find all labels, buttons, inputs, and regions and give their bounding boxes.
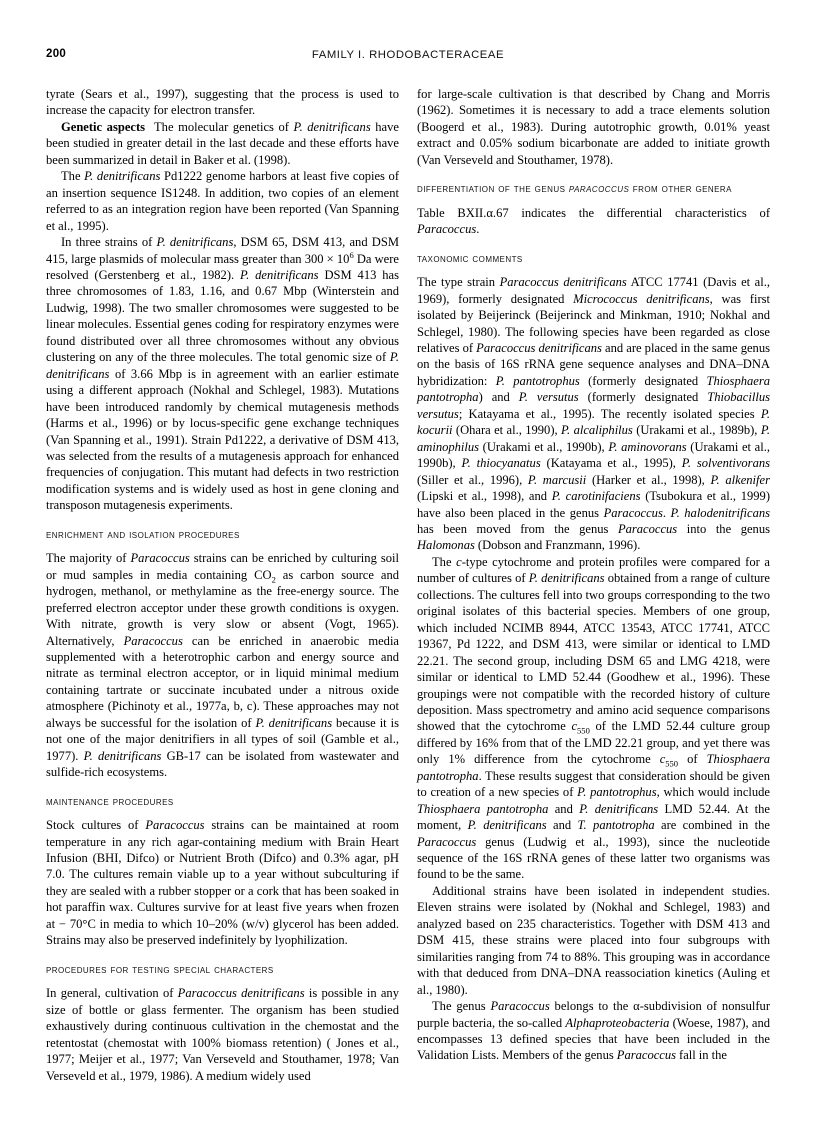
paragraph-r3 — [417, 274, 770, 554]
taxon-name: Paracoccus denitrificans — [476, 340, 602, 355]
paragraph-l5-text-a: The majority of — [46, 551, 131, 566]
taxon-name: Paracoccus — [603, 505, 663, 520]
cytochrome-letter: c — [571, 719, 578, 734]
paragraph-r2 — [417, 205, 770, 238]
section-heading-text: enrichment and isolation procedures — [46, 528, 240, 541]
cytochrome-letter: c — [659, 752, 666, 767]
paragraph-r6 — [417, 998, 770, 1064]
paragraph-l5-text-f: GB-17 can be isolated from wastewater and sulfide-rich ecosystems. — [46, 748, 399, 780]
paragraph-l4-text-a: In three strains of — [61, 235, 157, 250]
t: , was first isolated by Beijerinck (Beijerinck and Minkman, 1910; Nokhal and Schlegel, 1980). The following species have been regarded as close relatives of — [417, 291, 771, 355]
taxon-name: P. kocurii — [417, 406, 770, 438]
page-number: 200 — [46, 48, 67, 60]
t: (Urakami et al., 1990b), — [479, 439, 609, 454]
exponent: 6 — [349, 249, 354, 260]
taxon-name: P. versutus — [518, 390, 579, 405]
t: belongs to the α-subdivision of nonsulfur purple bacteria, the so-called — [417, 999, 771, 1030]
taxon-name: P. denitrificans — [293, 119, 371, 134]
section-heading-text: taxonomic comments — [417, 252, 523, 265]
t: and are placed in the same genus on the basis of 16S rRNA gene sequence analyses and DNA–DNA hybridization: — [417, 340, 770, 388]
taxon-name: T. pantotropha — [577, 818, 655, 833]
t: The type strain — [417, 275, 500, 290]
section-heading-text: procedures for testing special characters — [46, 963, 274, 976]
paragraph-l3-text-a: The — [61, 169, 85, 184]
paragraph-l7 — [46, 985, 399, 1084]
taxon-name: Paracoccus denitrificans — [499, 275, 627, 290]
t: The — [432, 554, 457, 569]
paragraph-l1-text: tyrate (Sears et al., 1997), suggesting that the process is used to increase the capacity for electron transfer. — [46, 87, 399, 118]
paragraph-l4 — [46, 234, 399, 514]
taxon-name: P. denitrificans — [255, 715, 333, 730]
taxon-name: P. solventivorans — [681, 456, 770, 471]
paragraph-l2-text-a: The molecular genetics of — [154, 119, 294, 134]
taxon-name: Paracoccus — [130, 551, 190, 566]
subscript: 550 — [577, 725, 590, 736]
left-column — [46, 86, 400, 1083]
paragraph-l2-text-b: have been studied in greater detail in the last decade and these efforts have been summarized in detail in Baker et al. (1998). — [46, 119, 399, 167]
taxon-name: P. alkenifer — [710, 472, 770, 487]
section-heading-text: maintenance procedures — [46, 795, 174, 808]
paragraph-l2 — [46, 119, 399, 168]
multiplication-sign: × — [326, 251, 334, 266]
section-heading-genus-name: paracoccus — [568, 183, 630, 196]
paragraph-r1 — [417, 86, 770, 168]
running-head-title: FAMILY I. RHODOBACTERACEAE — [311, 49, 505, 61]
taxon-name: Thiosphaera pantotropha — [417, 373, 770, 405]
paragraph-l5 — [46, 550, 399, 780]
taxon-name: P. marcusii — [527, 472, 587, 487]
taxon-name: P. pantotrophus — [495, 373, 580, 388]
t: ; Katayama et al., 1995). The recently isolated species — [458, 406, 761, 421]
taxon-name: P. thiocyanatus — [461, 456, 541, 471]
section-heading-special-characters — [46, 963, 399, 979]
t: (formerly designated — [578, 390, 708, 405]
taxon-name: P. denitrificans — [83, 748, 162, 763]
t: and — [546, 818, 578, 833]
taxon-name: P. halodenitrificans — [670, 505, 771, 520]
paragraph-l7-text-b: is possible in any size of bottle or glass fermenter. The organism has been studied exhaustively during continuous cultivation in the chemostat and the retentostat (chemostat with 100% biomass retention) ( Jones et al., 1977; Meijer et al., 1977; Van Verseveld and Stouthamer, 1978; Van Verseveld et al., 1979, 1986). A medium widely used — [46, 986, 399, 1083]
taxon-name: Paracoccus denitrificans — [177, 986, 305, 1001]
t: genus (Ludwig et al., 1993), since the nucleotide sequence of the 16S rRNA genes of these latter two organisms was found to be the same. — [417, 834, 770, 882]
taxon-name: Paracoccus — [417, 222, 477, 237]
t: -type cytochrome and protein profiles were compared for a number of cultures of — [417, 554, 771, 586]
taxon-name: Paracoccus — [123, 633, 183, 648]
taxon-name: P. denitrificans — [467, 818, 547, 833]
t: (Ohara et al., 1990), — [452, 423, 562, 438]
taxon-name: P. pantotrophus — [577, 785, 657, 800]
taxon-name: Paracoccus — [490, 999, 550, 1014]
section-heading-maintenance — [46, 795, 399, 811]
taxon-name: Micrococcus denitrificans — [573, 291, 710, 306]
t: into the genus — [677, 521, 770, 536]
taxon-name: Paracoccus — [617, 521, 678, 536]
paragraph-l3 — [46, 168, 399, 234]
t: (Urakami et al., 1989b), — [632, 423, 761, 438]
t: of — [678, 752, 707, 767]
taxon-name: P. aminophilus — [417, 423, 771, 454]
taxon-name: Paracoccus — [145, 818, 205, 833]
paragraph-r2-text-b: . — [476, 222, 480, 237]
paragraph-l3-text-b: Pd1222 genome harbors at least five copies of an insertion sequence IS1248. In addition, two copies of an element referred to as an integration region have been reported (Van Spanning et al., 1995). — [46, 169, 400, 233]
t: has been moved from the genus — [417, 521, 618, 536]
taxon-name: Thiosphaera pantotropha — [417, 752, 771, 783]
section-heading-text-b: from other genera — [629, 183, 732, 196]
t: (Woese, 1987), and encompasses 13 defined species that have been included in the Validation Lists. Members of the genus — [417, 1015, 770, 1063]
paragraph-l6-text-a: Stock cultures of — [46, 818, 146, 833]
taxon-name: Thiosphaera pantotropha — [417, 801, 549, 816]
paragraph-l6-text-b: strains can be maintained at room temperature in any rich agar-containing medium with Brain Heart Infusion (BHI, Difco) or Nutrient Broth (Difco) and 0.3% agar, pH 7.0. The cultures remain viable up to a year without subculturing if they are sealed with a rubber stopper or a cork that has been soaked in hot paraffin wax. Cultures survive for at least five years when frozen at − 70°C in media to which 10–20% (w/v) glycerol has been added. Strains may also be preserved indefinitely by lyophilization. — [46, 818, 400, 948]
subscript: 550 — [665, 758, 679, 769]
taxon-name: P. denitrificans — [528, 571, 605, 586]
t: fall in the — [676, 1048, 727, 1063]
t: (Lipski et al., 1998), and — [417, 489, 552, 504]
paragraph-l4-text-c: 10 — [333, 251, 350, 266]
section-heading-taxonomic-comments — [417, 252, 770, 268]
taxon-name: P. aminovorans — [608, 439, 687, 454]
paragraph-l7-text-a: In general, cultivation of — [46, 986, 178, 1001]
t: (Dobson and Franzmann, 1996). — [474, 538, 641, 553]
t: (formerly designated — [579, 373, 707, 388]
taxon-name: P. carotinifaciens — [551, 489, 641, 504]
t: (Katayama et al., 1995), — [540, 456, 682, 471]
paragraph-r2-text-a: Table BXII.α.67 indicates the differential characteristics of — [417, 205, 770, 220]
cytochrome-letter: c — [456, 554, 462, 569]
taxon-name: Paracoccus — [417, 834, 477, 849]
t: obtained from a range of culture collections. The cultures fell into two groups corresponding to the two original isolates of this bacterial species. Members of one group, which included NCIMB 8944, ATCC 13543, ATCC 17741, ATCC 19367, Pd 1222, and DSM 413, were similar or identical to LMD 22.21. The second group, including DSM 65 and LMG 4218, were similar or identical to LMD 52.44 (Goodhew et al., 1996). These groupings were not compatible with the recorded history of culture deposition. Mass spectrometry and amino acid sequence comparisons showed that the cytochrome — [417, 571, 770, 734]
paragraph-l5-text-c: as carbon source and hydrogen, methanol, or methylamine as the free-energy source. The preferred electron acceptor under these growth conditions is oxygen. With nitrate, growth is very slow or absent (Vogt, 1965). Alternatively, — [46, 567, 399, 648]
taxon-name: P. alcaliphilus — [561, 423, 633, 438]
t: . These results suggest that consideration should be given to creation of a new species of — [417, 768, 770, 800]
subscript: 2 — [271, 574, 276, 585]
section-heading-text-a: differentiation of the genus — [417, 183, 569, 196]
taxon-name: P. denitrificans — [240, 267, 319, 282]
t: are combined in the — [654, 818, 770, 833]
paragraph-l4-text-d: Da were resolved (Gerstenberg et al., 1982). — [46, 251, 399, 282]
taxon-name: Halomonas — [417, 538, 475, 553]
paragraph-l4-text-b: , DSM 65, DSM 413, and DSM 415, large plasmids of molecular mass greater than 300 — [46, 235, 399, 266]
paragraph-l6 — [46, 817, 399, 949]
taxon-name: P. denitrificans — [46, 350, 399, 381]
right-column — [417, 86, 770, 1076]
t: (Siller et al., 1996), — [417, 472, 528, 487]
taxon-name: P. denitrificans — [156, 235, 234, 250]
taxon-name: P. denitrificans — [84, 169, 161, 184]
body-columns — [46, 86, 771, 1083]
paragraph-r5 — [417, 883, 770, 998]
taxon-name: Thiobacillus versutus — [417, 390, 770, 421]
section-heading-enrichment-isolation — [46, 528, 399, 544]
t: (Harker et al., 1998), — [586, 472, 711, 487]
running-head — [46, 48, 770, 68]
paragraph-l5-text-e: because it is not one of the major denitrifiers in all types of soil (Gamble et al., 1977). — [46, 715, 399, 763]
paragraph-r4 — [417, 554, 770, 883]
paragraph-r5-text: Additional strains have been isolated in independent studies. Eleven strains were isolated by (Nokhal and Schlegel, 1983) and analyzed based on 235 characteristics. Together with DSM 413 and DSM 415, these strains were placed into four subgroups with similarities ranging from 74 to 88%. This grouping was in accordance with that deduced from DNA–DNA reassociation kinetics (Auling et al., 1980). — [417, 883, 770, 997]
taxon-name: Alphaproteobacteria — [565, 1015, 670, 1030]
t: The genus — [432, 999, 491, 1014]
section-heading-differentiation — [417, 182, 770, 198]
t: of the LMD 52.44 culture group differed by 16% from that of the LMD 22.21 group, and yet there was only 1% difference from the cytochrome — [417, 719, 770, 767]
taxon-name: Paracoccus — [616, 1048, 677, 1063]
t: ATCC 17741 (Davis et al., 1969), formerly designated — [417, 275, 770, 306]
paragraph-r1-text: for large-scale cultivation is that described by Chang and Morris (1962). Sometimes it is necessary to add a trace elements solution (Boogerd et al., 1983). During autotrophic growth, 0.01% yeast extract and 0.05% sodium bicarbonate are added to initiate growth (Van Verseveld and Stouthamer, 1978). — [417, 87, 770, 167]
paragraph-l1 — [46, 86, 399, 119]
paragraph-l4-text-f: of 3.66 Mbp is in agreement with an earlier estimate using a different approach (Nokhal and Schlegel, 1983). Mutations have been introduced randomly by chemical mutagenesis methods (Harms et al., 1996) or by locus-specific gene exchange techniques (Van Spanning et al., 1991). Strain Pd1222, a derivative of DSM 413, was selected from the results of a mutagenesis approach for enhanced frequencies of conjugation. This mutant had defects in two restriction modification systems and is widely used as host in gene cloning and transposon mutagenesis experiments. — [46, 366, 399, 513]
taxon-name: P. denitrificans — [579, 801, 659, 816]
t: and — [548, 801, 580, 816]
t: , which would include — [656, 785, 770, 800]
paragraph-l4-text-e: DSM 413 has three chromosomes of 1.83, 1.16, and 0.67 Mbp (Winterstein and Ludwig, 1998). The two smaller chromosomes were suggested to be linear molecules. Essential genes coding for respiratory enzymes were found distributed over all three chromosomes without any obvious clustering on any of the three molecules. The total genomic size of — [46, 267, 399, 365]
paragraph-l5-text-b: strains can be enriched by culturing soil or mud samples in media containing CO — [46, 551, 399, 582]
t: (Tsubokura et al., 1999) have also been placed in the genus — [417, 489, 770, 520]
paragraph-l5-text-d: can be enriched in anaerobic media supplemented with a heterotrophic carbon and energy source and nitrate as terminal electron acceptor, or in liquid minimal medium containing tartrate or succinate incubated under a nitrous oxide atmosphere (Pichinoty et al., 1977a, b, c). These approaches may not always be successful for the isolation of — [46, 633, 399, 730]
t: . — [662, 505, 671, 520]
t: ) and — [478, 390, 519, 405]
runin-heading-genetic-aspects: Genetic aspects — [61, 119, 146, 134]
t: LMD 52.44. At the moment, — [417, 801, 770, 833]
t: (Urakami et al., 1990b), — [417, 439, 770, 471]
